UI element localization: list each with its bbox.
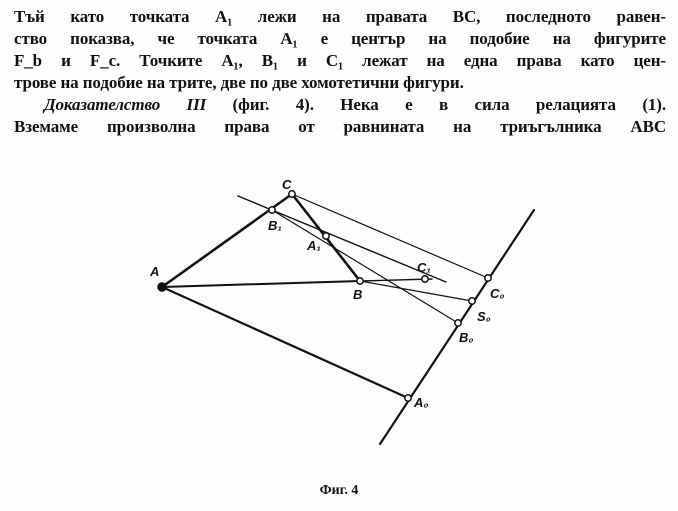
segment-AB (162, 281, 360, 287)
label-B1: B₁ (268, 218, 282, 233)
point-A1 (323, 233, 329, 239)
parallel-A-A0 (162, 287, 408, 398)
label-So: S₀ (477, 309, 491, 324)
text-line-3: F_b и F_c. Точките A₁, B₁ и C₁ лежат на една права като цен- (14, 51, 666, 70)
label-C: C (282, 177, 292, 192)
text-line-1: Тъй като точката A₁ лежи на правата BC, последното равен- (14, 7, 666, 26)
proof-heading-rest: (фиг. 4). Нека е в сила релацията (1). (206, 95, 666, 114)
point-A0 (405, 395, 411, 401)
label-Co: C₀ (490, 286, 505, 301)
point-C1 (422, 276, 428, 282)
point-B0 (455, 320, 461, 326)
proof-heading: Доказателство III (44, 95, 207, 114)
text-line-6: Вземаме произволна права от равнината на триъгълника ABC (14, 117, 666, 136)
label-A: A (150, 264, 160, 279)
label-B: B (353, 287, 363, 302)
point-A (158, 283, 166, 291)
arbitrary-line (380, 210, 534, 444)
point-B1 (269, 207, 275, 213)
point-B (357, 278, 363, 284)
label-C1: C₁ (417, 260, 431, 275)
figure-caption: Фиг. 4 (319, 483, 359, 498)
parallel-C-C0 (292, 194, 488, 278)
point-S0 (469, 298, 475, 304)
label-A1: A₁ (307, 238, 321, 253)
text-line-2: ство показва, че точката A₁ е център на подобие на фигурите (14, 29, 666, 48)
point-C0 (485, 275, 491, 281)
label-Ao: A₀ (414, 395, 429, 410)
label-Bo: B₀ (459, 330, 474, 345)
text-line-4: трове на подобие на трите, две по две хомотетични фигури. (14, 73, 464, 92)
